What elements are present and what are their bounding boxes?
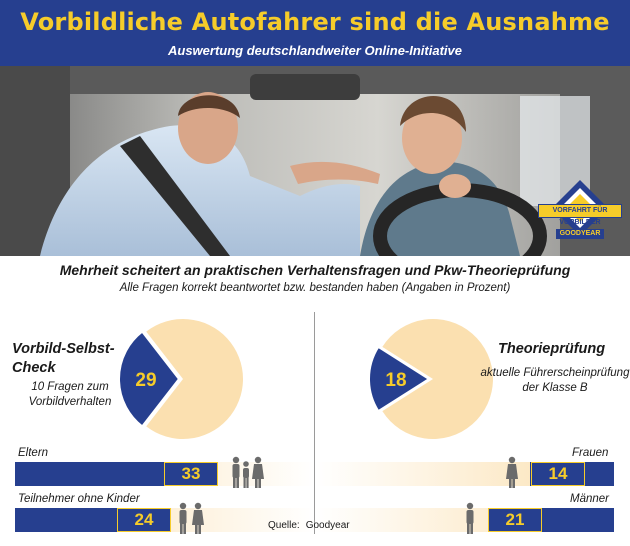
bar-label-maenner: Männer xyxy=(570,493,609,505)
logo-brand: GOODYEAR xyxy=(556,229,604,239)
pie-chart-selbstcheck xyxy=(120,316,246,442)
pie-selbstcheck-value-label: 29 xyxy=(135,370,157,391)
page-title: Vorbildliche Autofahrer sind die Ausnahme xyxy=(20,8,610,36)
left-panel-description: 10 Fragen zum Vorbildverhalten xyxy=(28,381,112,408)
section-subtitle: Alle Fragen korrekt beantwortet bzw. bestanden haben (Angaben in Prozent) xyxy=(119,282,511,294)
bar-value-frauen: 14 xyxy=(531,462,585,486)
page-subtitle: Auswertung deutschlandweiter Online-Initiative xyxy=(168,43,462,58)
section-title: Mehrheit scheitert an praktischen Verhaltensfragen und Pkw-Theorieprüfung xyxy=(59,262,571,278)
couple-icon xyxy=(176,501,206,535)
left-panel-title: Vorbild-Selbst-Check xyxy=(12,341,115,376)
bar-value-maenner: 21 xyxy=(488,508,542,532)
car-interior-photo xyxy=(0,66,630,256)
bar-value-teilnehmer: 24 xyxy=(117,508,171,532)
right-panel-description: aktuelle Führerscheinprüfung der Klasse B xyxy=(480,367,630,394)
pie-theorie-value-label: 18 xyxy=(385,370,407,391)
source-label: Quelle: xyxy=(268,520,300,531)
woman-icon xyxy=(504,455,520,489)
right-panel-title: Theorieprüfung xyxy=(498,341,606,357)
bar-label-frauen: Frauen xyxy=(572,447,609,459)
man-icon xyxy=(462,501,478,535)
pie-chart-theorie xyxy=(370,316,496,442)
bar-label-eltern: Eltern xyxy=(18,447,49,459)
bar-label-teilnehmer: Teilnehmer ohne Kinder xyxy=(18,493,140,505)
header-banner xyxy=(0,0,630,66)
bar-value-eltern: 33 xyxy=(164,462,218,486)
source-value: Goodyear xyxy=(305,520,350,531)
logo-caption: VORFAHRT FÜR VORBILDER xyxy=(538,204,622,218)
center-divider xyxy=(314,312,315,534)
source-note xyxy=(268,520,350,531)
family-icon xyxy=(230,455,266,489)
